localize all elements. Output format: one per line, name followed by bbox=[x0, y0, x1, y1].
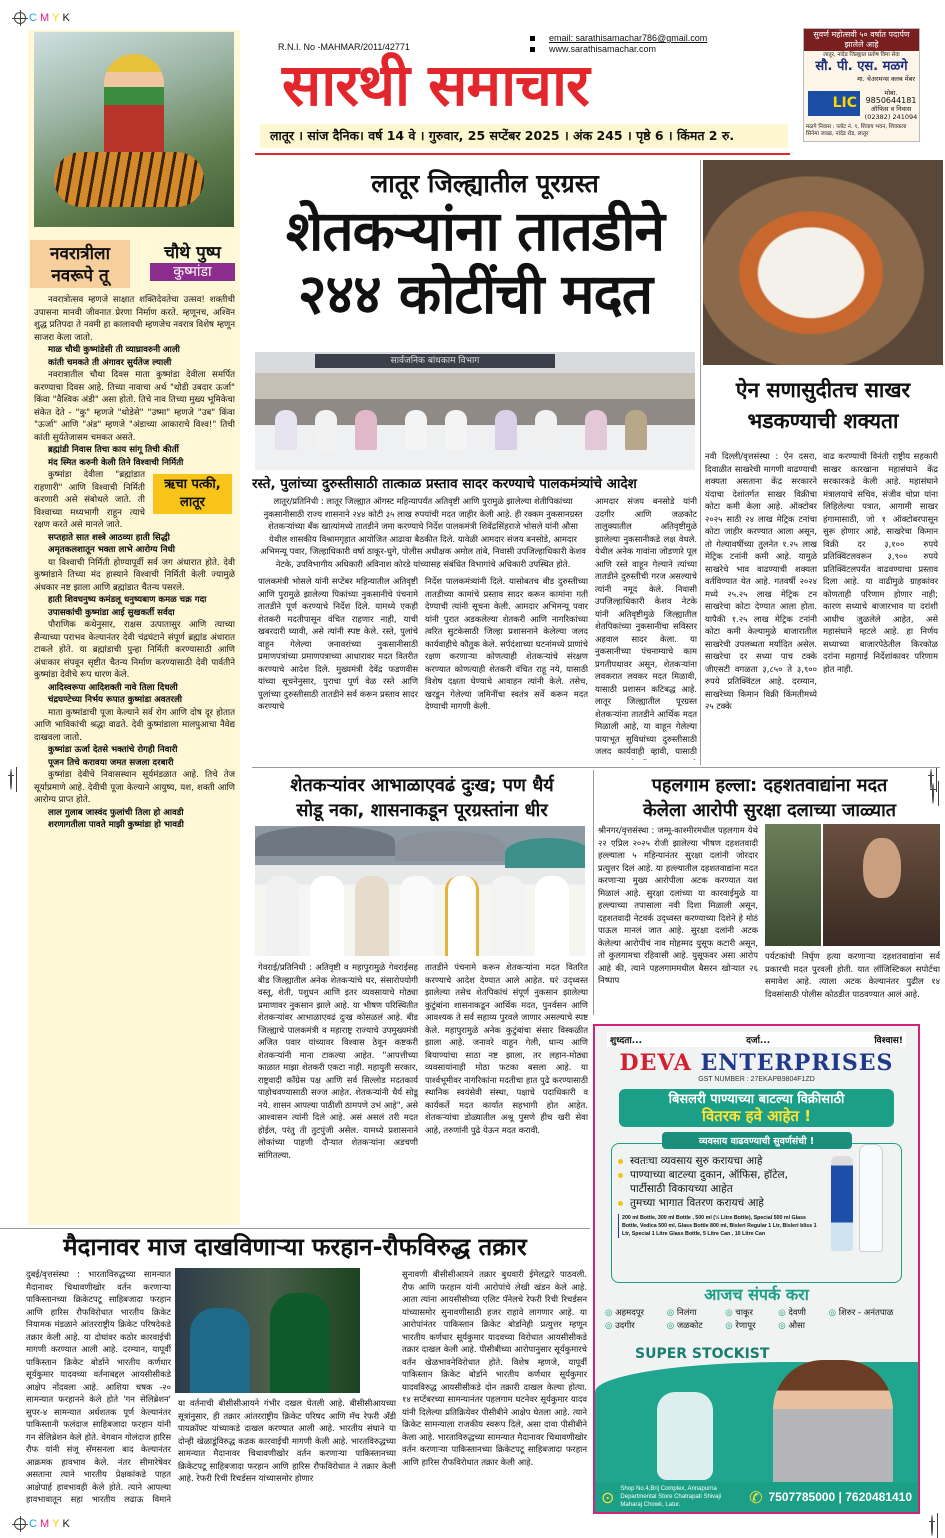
registration-mark-icon bbox=[14, 1518, 26, 1530]
pahalgam-body-col-1: श्रीनगर/वृत्तसंस्था : जम्मू-काश्मीरमधील पहलगाम येथे २२ एप्रिल २०२५ रोजी झालेल्या भीषण दहशतवादी हल्ल्याला ५ महिन्यानंतर सुरक्षा दलांनी जोरदार प्रत्युत्तर दिलं आहे. या हल्ल्यातील दहशतवाद्यांना मदत करणाऱ्या मुख्य आरोपीला अटक करण्यात यश मिळालं आहे. सुरक्षा दलांच्या या कारवाईमुळे या हल्ल्याच्या तपासाला नवी दिशा मिळाली असून, दहशतवादी नेटवर्क उद्ध्वस्त करण्याच्या दिशेने हे मोठं पाऊल मानलं जात आहे. सुरक्षा दलांनी अटक केलेल्या आरोपीचं नाव मोहम्मद युसूफ कटारी असून, तो कुलगामचा रहिवासी आहे. युसूफवर असा आरोप आहे की, त्याने पहलगाममधील बैसरन खोऱ्यात २६ निष्पाप bbox=[598, 825, 758, 985]
verse-line: ब्रह्मांडी निवास तिचा काय सांगू तिची कीर्ती bbox=[48, 445, 179, 455]
column-divider bbox=[593, 770, 594, 1015]
section-divider bbox=[252, 767, 940, 768]
lead-headline: शेतकऱ्यांना तातडीने २४४ कोटींची मदत bbox=[285, 199, 665, 326]
cricket-headline: मैदानावर माज दाखविणाऱ्या फरहान-रौफविरुद्ध तक्रार bbox=[63, 1233, 527, 1261]
rni-number: R.N.I. No -MAHMAR/2011/42771 bbox=[278, 42, 410, 52]
water-jar-icon bbox=[657, 1392, 713, 1480]
paragraph: नवरात्रातील चौथा दिवस माता कुष्मांडा देवीला समर्पित करण्याचा दिवस आहे. तिच्या नावाचा अर्थ "थोडी उबदार ऊर्जा" किंवा "वैश्विक अंडी" असा होतो. तिचे नाव तिच्या मुख्य भूमिकेचा संकेत देते - "कु" म्हणजे "थोडेसे" "उष्मा" म्हणजे "उब" किंवा "ऊर्जा" आणि "अंड" म्हणजे "अंडाच्या आकाराचे विश्व!" तिची कांती सुर्यतेजासम चमकत असते. bbox=[34, 370, 235, 443]
cmyk-marker-bottom: C M Y K bbox=[14, 1518, 70, 1530]
cricket-body-col-2: या वर्तनाची बीसीसीआयने गंभीर दखल घेतली आहे. बीसीसीआयच्या सूत्रांनुसार, ही तक्रार आंतरराष्ट्रीय क्रिकेट परिषद आणि मॅच रेफरी ॲंडी पायक्रॉफ्ट यांच्याकडे दाखल करण्यात आली आहे. भारतीय संघाने या दोन्ही खेळाडूंविरुद्ध कडक कारवाईची मागणी केली आहे. भारतविरुद्धच्या सामन्यात मैदानावर चिथावणीखोर वर्तन करणाऱ्या पाकिस्तानच्या क्रिकेटपटू साहिबजादा फरहान आणि हारिस रौफविरोधात ने तक्रार केली आहे. रेफरी रिची रिचर्डसन यांच्यासमोर होणार bbox=[178, 1398, 396, 1483]
registration-mark-icon bbox=[10, 769, 12, 790]
cricket-body-col-1: दुबई/वृत्तसंस्था : भारताविरुद्धच्या सामन्यात मैदानावर चिथावणीखोर वर्तन करणाऱ्या पाकिस्तानच्या क्रिकेटपटू साहिबजादा फरहान आणि हारिस रौफविरोधात भारतीय क्रिकेट नियामक मंडळाने आंतरराष्ट्रीय क्रिकेट परिषदेकडे तक्रार केली आहे. या दोघांवर कठोर कारवाईची मागणी करण्यात आली आहे. दरम्यान, यापूर्वी पाकिस्तान क्रिकेट बोर्डाने भारतीय कर्णधार सूर्यकुमार यादवच्या वर्तनाबद्दल आयसीसीकडे आक्षेप नोंदवला आहे. आशिया चषक -२० सामन्यात फरहानने केले होते 'गन सेलिब्रेशन' सुपर-४ सामन्यात अर्धशतक पूर्ण केल्यानंतर पाकिस्तानी फलंदाज साहिबजादा फरहान यांनी गन सेलिब्रेशन केले होते. वेगवान गोलंदाज हारिस रौफ यांनी संजू सॅमसनला बाद केल्यानंतर आक्रमक हावभाव केले. नंतर सीमारेषेवर असताना त्याने भारतीय प्रेक्षकांकडे पाहत आक्षेपार्ह हावभावही केले होते. त्याने आपल्या हावभावातून सहा भारतीय लढाऊ विमाने bbox=[26, 1269, 171, 1504]
cricket-body-col-3: सुनावणी बीसीसीआयने तक्रार बुधवारी ईमेलद्वारे पाठवली. रौफ आणि फरहान यांनी आरोपांचे लेखी खंडन केले आहे. आता त्यांना आयसीसीच्या एलिट पॅनेलचे रेफरी रिची रिचर्डसन यांच्यासमोर सुनावणीसाठी हजर राहावे लागणार आहे. या आरोपांनंतर पाकिस्तान क्रिकेट बोर्डानेही प्रत्युत्तर म्हणून भारतीय कर्णधार सूर्यकुमार यादवच्या विरोधात आयसीसीकडे तक्रार दाखल केली आहे. पीसीबीच्या आरोपानुसार सूर्यकुमारचे वर्तन खेळभावनेविरोधात होते. विशेष म्हणजे, यापूर्वी पाकिस्तान क्रिकेट बोर्डाने भारतीय कर्णधार सूर्यकुमार यादवविरुद्ध आयसीसीकडे दोन तक्रारी दाखल केल्या होत्या. १४ सप्टेंबरच्या सामन्यानंतर पहलगाम घटनेवर सूर्यकुमार यादव यांनी दिलेल्या प्रतिक्रियेवर पीसीबीने आक्षेप घेतला आहे. त्याने क्रिकेट सामन्याला राजकीय स्वरूप दिले, असा दावा पीसीबीने केला आहे. भारताविरुद्धच्या सामन्यात मैदानावर चिथावणीखोर वर्तन करणाऱ्या पाकिस्तानच्या क्रिकेटपटू साहिबजादा फरहान आणि हारिस रौफविरोधात तक्रार केली आहे. bbox=[402, 1269, 587, 1467]
navratri-article-body bbox=[34, 294, 235, 1219]
paragraph: पौराणिक कथेनुसार, राक्षस उत्पातासुर आणि त्याच्या सैन्याच्या पराभव केल्यानंतर देवी चंद्रघंटाने संपूर्ण ब्रह्मांड अंधारात टाकले होते. या ब्रह्मांडाची पुन्हा निर्मिती करण्यासाठी आणि अंधःकार संपवून सृष्टीत चैतन्य निर्माण करण्यासाठी देवी पार्वतीने कुष्मांडा देवीचे रूप धारण केले. bbox=[34, 620, 235, 680]
ad-taglines: शुध्दता... दर्जा... विश्वास! bbox=[607, 1032, 906, 1047]
verse-line: पूजन तिचे करावया जमत सजला दरबारी bbox=[48, 757, 174, 768]
verse-line: हाती शिवधनुष्य कमंडलू धनुष्यबाण कमळ चक्र गदा bbox=[48, 595, 207, 605]
website-link[interactable]: www.sarathisamachar.com bbox=[549, 44, 657, 54]
newspaper-title: सारथी समाचार bbox=[282, 51, 589, 119]
super-stockist-label: SUPER STOCKIST bbox=[635, 1346, 770, 1362]
accused-photo-2 bbox=[823, 824, 940, 946]
email-link[interactable]: email: sarathisamachar786@gmail.com bbox=[549, 33, 708, 43]
pahalgam-headline: पहलगाम हल्ला: दहशतवाद्यांना मदत केलेला आरोपी सुरक्षा दलाच्या जाळ्यात bbox=[642, 775, 897, 821]
lic-phone: मोबा. 9850644181 ऑफिस व निवास (02382) 241094 bbox=[864, 89, 918, 121]
paragraph: कुष्मांडा देवीचे निवासस्थान सूर्यमंडळात आहे. तिचे तेज सूर्याप्रमाणे आहे. देवीची पूजा केल्याने आयुष्य, यश, शक्ती आणि आरोग्य प्राप्त होते. bbox=[34, 770, 235, 805]
flood-visit-photo bbox=[255, 826, 585, 956]
beed-body-col-2: तातडीने पंचनामे करून शेतकऱ्यांना मदत वितरित करण्याचे आदेश देण्यात आले आहेत. घरं उद्ध्वस्त झालेल्या तसेच शेतपिकांचं संपूर्ण नुकसान झालेल्या कुटुंबांना शासनाकडून आर्थिक मदत, पुनर्वसन आणि आवश्यक ते सर्व सहाय्य पुरवले जाणार असल्याचे स्पष्ट केले. महापुरामुळे अनेक कुटुंबांचा संसार विस्कळीत झाला आहे. जनावरे वाहून गेली, धान्य आणि बियाण्यांचा साठा नष्ट झाला, तर लहान-मोठ्या व्यवसायांनाही मोठा फटका बसला आहे. या पार्श्वभूमीवर नागरिकांना मदतीचा हात पुढे करण्यासाठी स्थानिक स्वयंसेवी संस्था, पक्षाचे पदाधिकारी व कार्यकर्ते मदत कार्यात सहभागी होत आहेत. शेतकऱ्यांचा डोळ्यातील अश्रू पुसणे हीच खरी सेवा आहे, तरुणांनी पुढे येऊन मदत करावी. bbox=[425, 962, 588, 1135]
section-divider bbox=[0, 1228, 590, 1229]
contact-now-heading: आजच संपर्क करा bbox=[704, 1285, 809, 1304]
opportunity-banner: व्यवसाय वाढवण्याची सुवर्णसंधी ! bbox=[662, 1132, 852, 1149]
sugar-headline: ऐन सणासुदीतच साखर भडकण्याची शक्यता bbox=[735, 378, 911, 433]
location-pin-icon: ⊙ bbox=[601, 1487, 615, 1507]
ad-lower-panel bbox=[595, 1342, 918, 1512]
paragraph: कुष्मांडा देवीला "ब्रह्मांडात राहणारी" आणि विश्वाची निर्मिती करणारी असे संबोधले जाते. ती विश्वाच्या मध्यभागी राहून त्याचे रक्षण करते असे मानले जाते. bbox=[34, 470, 145, 530]
dateline: लातूर । सांज दैनिक। वर्ष 14 वे । गुरुवार, 25 सप्टेंबर 2025 । अंक 245 । पृष्ठे 6 । किंमत 2 रु. bbox=[260, 124, 788, 148]
verse-line: कांती चमकते ती अंगावर सुर्यतेज ल्याली bbox=[48, 357, 172, 368]
goddess-name-badge: कुष्मांडा bbox=[150, 263, 235, 281]
paragraph: नवरात्रोत्सव म्हणजे साक्षात शक्तिदेवतेचा उत्सव! शक्तीची उपासना मानवी जीवनात प्रेरणा निर्माण करते. म्हणूनच, अश्विन शुद्ध प्रतिपदा ते नवमी हा कालावधी म्हणजेच नवरात्र विशेष म्हणून साजरा केला जातो. bbox=[34, 295, 235, 343]
lead-body-col-2: निर्देश पालकमंत्र्यांनी दिले. यासोबतच बीड दुरुस्तीच्या तातडीच्या कामांचे प्रस्ताव सादर करून कामांना गती देण्याची त्यांनी सूचना केली. आमदार अभिमन्यू पवार यांनी पुरात अडकलेल्या शेतकरी आणि नागरिकांच्या त्वरित सुटकेसाठी जिल्हा प्रशासनाने केलेल्या जलद कार्यवाहीचे कौतुक केले. सर्पदंशाच्या घटनांमध्ये प्राणांचे रक्षण करणाऱ्या कोणत्याही शेतकऱ्यांचे संरक्षण करण्यात कोणत्याही शेतकरी वंचित राहू नये, यासाठी विशेष दक्षता घेण्याचे आवाहन त्यांनी केले. तसेच, खरडून गेलेल्या जमिनींचा स्वतंत्र सर्वे करून मदत देण्याची मागणी केली. bbox=[425, 576, 588, 711]
ad-model-image bbox=[773, 1360, 893, 1482]
verse-line: शरणागतीला पावते माझी कुष्मांडा हो भावडी bbox=[48, 820, 184, 830]
registration-mark-icon bbox=[14, 12, 26, 24]
lead-subheadline: रस्ते, पुलांच्या दुरुस्तीसाठी तात्काळ प्रस्ताव सादर करण्याचे पालकमंत्र्यांचे आदेश bbox=[252, 476, 637, 492]
cmyk-marker-top: C M Y K bbox=[14, 12, 70, 24]
paragraph: माता कुष्मांडाची पूजा केल्याने सर्व रोग आणि दोष दूर होतात आणि भाविकांची श्रद्धा वाढते. देवी कुष्मांडाला मालपुआचा नैवेद्य दाखवला जातो. bbox=[34, 707, 235, 743]
deva-enterprises-advertisement: शुध्दता... दर्जा... विश्वास! DEVA ENTERPRISES GST NUMBER : 27EKAPB9804F1ZD बिसलरी पाण्याच्या बाटल्या विक्रीसाठी वितरक हवे आहेत ! व्यवसाय वाढवण्याची सुवर्णसंधी ! स्वतःचा व्यवसाय सुरु करायचा आहे पाण्याच्या बाटल्या दुकान, ऑफिस, हॉटेल, पार्टीसाठी विकायच्या आहेत तुमच्या भागात वितरण करायचं आहे 200 ml Bottle, 300 ml Bottle , 500 ml (½ Litre Bottle), Special 500 ml Glass Bottle, Vedica 500 ml, Glass Bottle 800 ml, Bisleri Regular 1 Ltr, Bisleri bliss 1 Ltr, Special 1 Litre Glass Bottle, 5 Litre Can , 10 Litre Can आजच संपर्क करा ◎ अहमदपूर ◎ निलंगा ◎ चाकूर ◎ देवणी ◎ शिरुर - अनंतपाळ ◎ उदगीर ◎ जळकोट ◎ रेणापूर ◎ औसा SUPER STOCKIST ⊙ Shop No.4,Brij Complex, Annapurna Departmental Store Chatrapati Shivaji Maharaj Chowk, Latur. ✆ 7507785000 | 7620481410 bbox=[593, 1024, 920, 1514]
registration-mark-icon bbox=[931, 1515, 933, 1536]
sugar-body-col-2: वाढ करण्याची विनंती राष्ट्रीय सहकारी साखर कारखाना महासंघाने केंद्र सरकारकडे केली आहे. महासंघाने मंत्रालयाचे सचिव, संजीव चोप्रा यांना लिहिलेल्या पत्रात, आगामी साखर हंगामासाठी, जो १ ऑक्टोबरपासून सुरू होणार आहे, साखरेचा किमान विक्री दर ३,१०० रुपये प्रतिक्विंटलवरून ३,९०० रुपये प्रतिक्विंटलपर्यंत वाढवण्याचा प्रस्ताव दिला आहे. या वाढीमुळे ग्राहकांवर कोणताही परिणाम होणार नाही; कारण सध्याचे बाजारभाव या दरांशी आधीच जुळलेले आहेत, असे महासंघाने म्हटले आहे. हा निर्णय सध्याच्या बाजारपेठेतील किरकोळ दरांना महागाई निर्देशांकावर परिणाम होत नाही. bbox=[823, 451, 938, 674]
verse-line: उपासकांची कुष्मांडा आई सुखकर्ती सर्वदा bbox=[48, 607, 175, 618]
beed-body-col-1: गेवराई/प्रतिनिधी : अतिवृष्टी व महापुरामुळे गेवराईसह बीड जिल्ह्यातील अनेक शेतकऱ्यांचे घर, संसारोपयोगी वस्तू, शेती, पशुधन आणि इतर व्यवसायाचे मोठ्या प्रमाणावर नुकसान झाले आहे. या भीषण परिस्थितीत शेतकऱ्यांवर आभाळाएवढं दुःख कोसळलं आहे. बीड जिल्ह्याचे पालकमंत्री व महाराष्ट्र राज्याचे उपमुख्यमंत्री अजित पवार यांच्यावर विश्वास ठेवून कष्टकरी शेतकऱ्यांनी माना टाकल्या आहेत. "आपत्तीच्या काळात माझा शेतकरी एकटा नाही. महायुती सरकार, राष्ट्रवादी काँग्रेस पक्ष आणि सर्व सिल्लोड मदतकार्य पाहोचवण्यासाठी सज्ज आहेत. शेतकऱ्यांनी धैर्य सोडू नये. शासन आपल्या पाठीशी ठामपणे उभं आहे", असे आश्वासन त्यांनी दिले आहे. असं असलं तरी मदत होईल, परंतु ती तुटपुंजी असेल. यामध्ये प्रशासनाने लोकांच्या पाहणी दौऱ्यात शेतकऱ्यांना अडचणी सांगितल्या. bbox=[258, 962, 418, 1160]
vedica-bottle-icon bbox=[831, 1156, 853, 1251]
glass-bottle-icon bbox=[859, 1144, 883, 1252]
verse-line: लाल गुलाब जास्वंद फुलांची तिला हो आवडी bbox=[48, 807, 184, 818]
sugar-bowl-photo bbox=[703, 160, 943, 365]
paragraph: या विश्वाची निर्मिती होण्यापूर्वी सर्व जग अंधारात होते. देवी कुष्मांडाने तिच्या मंद हास्याने विश्वाची निर्मिती केली ज्यामुळे अंधकार नष्ट झाला आणि ब्रह्मांडात चैतन्य पसरले. bbox=[34, 557, 235, 593]
verse-line: सप्तहाते सात शस्त्रे आठव्या हाती सिद्धी bbox=[48, 532, 170, 543]
column-divider bbox=[700, 160, 701, 765]
navratri-series-title: नवरात्रीला नवरूपे तू bbox=[30, 240, 130, 288]
lead-kicker: लातूर जिल्ह्यातील पूरग्रस्त bbox=[371, 169, 599, 198]
verse-line: चंद्रघण्टेच्या निर्भय रूपात कुष्मांडा अवतरली bbox=[48, 695, 183, 705]
pahalgam-body-col-2: पर्यटकांची निर्घृण हत्या करणाऱ्या दहशतवाद्यांना सर्व प्रकारची मदत पुरवली होती. यात लॉजिस्टिकल सपोर्टचा समावेश आहे. त्याला अटक केल्यानंतर पुढील १४ दिवसांसाठी पोलीस कोठडीत पाठवण्यात आलं आहे. bbox=[765, 951, 940, 999]
lead-intro: लातूर/प्रतिनिधी : लातूर जिल्ह्यात ऑगस्ट महिन्यापर्यंत अतिवृष्टी आणि पुरामुळे झालेल्या शेतीपिकांच्या नुकसानीसाठी राज्य शासनाने २४४ कोटी ३५ लाख रुपयांची मदत जाहीर केली आहे. ही रक्कम नुकसानग्रस्त शेतकऱ्यांच्या बँक खात्यांमध्ये तातडीने जमा करण्याचे निर्देश पालकमंत्री शिवेंद्रसिंहराजे भोसले यांनी औसा येथील शासकीय विश्रामगृहात आयोजित आढावा बैठकीत दिले. यावेळी आमदार संजय बनसोडे, आमदार अभिमन्यू पवार, जिल्हाधिकारी वर्षा ठाकूर-घुगे, पोलीस अधीक्षक अमोल तांबे, निवासी उपजिल्हाधिकारी केशव नेटके, उपविभागीय अधिकारी अविनाश कोरडे यांच्यासह संबंधित विभागांचे अधिकारी उपस्थित होते. bbox=[260, 496, 586, 569]
locations-list: ◎ अहमदपूर ◎ निलंगा ◎ चाकूर ◎ देवणी ◎ शिरुर - अनंतपाळ ◎ उदगीर ◎ जळकोट ◎ रेणापूर ◎ औसा bbox=[595, 1305, 918, 1333]
bullet-icon bbox=[530, 36, 535, 41]
review-meeting-photo: सार्वजनिक बांधकाम विभाग bbox=[255, 352, 695, 470]
benefits-box: स्वतःचा व्यवसाय सुरु करायचा आहे पाण्याच्या बाटल्या दुकान, ऑफिस, हॉटेल, पार्टीसाठी विकायच्या आहेत तुमच्या भागात वितरण करायचं आहे 200 ml Bottle, 300 ml Bottle , 500 ml (½ Litre Bottle), Special 500 ml Glass Bottle, Vedica 500 ml, Glass Bottle 800 ml, Bisleri Regular 1 Ltr, Bisleri bliss 1 Ltr, Special 1 Litre Glass Bottle, 5 Litre Can , 10 Litre Can bbox=[611, 1143, 902, 1283]
verse-line: मंद स्मित करुनी केली तिने विश्वाची निर्मिती bbox=[48, 457, 184, 468]
lead-body-col-3: आमदार संजय बनसोडे यांनी उदगीर आणि जळकोट तालुक्यातील अतिवृष्टीमुळे झालेल्या नुकसानीकडे लक्ष वेधले. येथील अनेक गावांना जोडणारे पूल आणि रस्ते वाहून गेल्याने त्यांच्या तातडीने दुरुस्तीची गरज असल्याचे त्यांनी नमूद केले. निवासी उपजिल्हाधिकारी केशव नेटके यांनी अतिवृष्टीमुळे जिल्ह्यातील शेतपिकांच्या नुकसानीचा सविस्तर अहवाल सादर केला. या नुकसानीच्या पंचनाम्याचे काम प्रगतीपथावर असून, शेतकऱ्यांना लवकरात लवकर मदत मिळावी, यासाठी प्रशासन कटिबद्ध आहे. लातूर जिल्ह्यातील पूरग्रस्त शेतकऱ्यांना तातडीने आर्थिक मदत मिळाली आहे, या वाहून गेलेल्या पायाभूत सुविधांच्या दुरुस्तीसाठी जलद कार्यवाही व्हावी, यासाठी bbox=[595, 496, 697, 756]
flower-number: चौथे पुष्प bbox=[164, 243, 221, 263]
beed-headline: शेतकऱ्यांवर आभाळाएवढं दुःख; पण धैर्य सोडू नका, शासनाकडून पूरग्रस्तांना धीर bbox=[290, 775, 554, 821]
sugar-body-col-1: नवी दिल्ली/वृत्तसंस्था : ऐन दसरा, दिवाळीत साखरेची मागणी वाढण्याची शक्यता असताना केंद्र सरकारने यंदाचा देशांतर्गत साखर विक्रीचा कोटा कमी केला आहे. ऑक्टोबर २०२५ साठी २४ लाख मेट्रिक टनांचा कोटा जाहीर करण्यात आला असून, तो गेल्यावर्षीच्या तुलनेत १.२५ लाख मेट्रिक टनांनी कमी आहे. यामुळे साखरेचे भाव वाढण्याची शक्यता वर्तविण्यात येत आहे. गतवर्षी २०२४ मध्ये २५.२५ लाख मेट्रिक टन साखरेचा कोटा देण्यात आला होता. यापैकी १.२५ लाख मेट्रिक टनांनी कोटा कमी केल्यामुळे बाजारातील साखरेची उपलब्धता मर्यादित असेल. साखरेचा दर सध्या पाच टक्के जीएसटी वगळता ३,८५० ते ३,९०० रुपये प्रतिक्विंटल आहे. दरम्यान, साखरेच्या किमान विक्री किंमतीमध्ये २५ टक्के bbox=[705, 451, 817, 711]
verse-line: आदिस्वरूपा आदिशक्ती नावे तिला दिधली bbox=[48, 682, 178, 693]
lic-logo-icon: LIC bbox=[808, 91, 860, 116]
verse-line: कुष्मांडा ऊर्जा देतसे भक्तांचे रोगही निवारी bbox=[48, 745, 178, 755]
distributor-offer: बिसलरी पाण्याच्या बाटल्या विक्रीसाठी वितरक हवे आहेत ! bbox=[619, 1089, 894, 1127]
verse-line: अमृतकलशातून भक्ता लाभे आरोग्य निधी bbox=[48, 545, 176, 555]
lic-advertisement: सुवर्ण महोत्सवी ५० वर्षात पदार्पण झालेले आहे लातूर, नांदेड जिल्ह्यात प्रतोष विमा सेवा सौ. पी. एस. मळगे मा. चेअरमन्स क्लब मेंबर LIC मोबा. 9850644181 ऑफिस व निवास (02382) 241094 मळगे निवास : प्लॉट नं. ९, शिवाय भवन, शिवकला सिनेमा जवळ, नांदेड रोड, लातूर bbox=[803, 28, 920, 142]
cricketers-photo bbox=[175, 1268, 360, 1393]
lead-body-col-1: पालकमंत्री भोसले यांनी सप्टेंबर महिन्यातील अतिवृष्टी आणि पुरामुळे झालेल्या पिकांच्या नुकसानीचे पंचनामे तातडीने पूर्ण करण्याचे निर्देश दिले. यामध्ये एकही शेतकरी मदतीपासून वंचित राहणार नाही, याची खबरदारी घ्यावी, असे त्यांनी स्पष्ट केले. रस्ते, पुलांचे वाहून गेलेल्या जनावरांच्या नुकसानीसाठी प्रमाणपत्रांच्या प्रमाणपत्राच्या आधारावर मदत वितरीत करण्याचे आदेश दिले. मुख्यमंत्री देवेंद्र फडणवीस यांच्या सूचनेनुसार, पुराचा पूर्ण वेळ रस्ते आणि पुलांच्या दुरुस्तीसाठी तातडीने सर्व करून प्रस्ताव सादर करण्याचे bbox=[258, 576, 418, 711]
accused-photo-1 bbox=[765, 824, 821, 946]
goddess-kushmanda-image bbox=[34, 32, 234, 227]
verse-line: माळ चौथी कुष्मांडेसी ती व्याघ्रावरुनी आली bbox=[48, 345, 180, 355]
ad-footer: ⊙ Shop No.4,Brij Complex, Annapurna Departmental Store Chatrapati Shivaji Maharaj Chowk, Latur. ✆ 7507785000 | 7620481410 bbox=[595, 1482, 918, 1512]
ad-brand-name: DEVA ENTERPRISES bbox=[619, 1050, 894, 1076]
author-byline: ऋचा पत्की, लातूर bbox=[153, 474, 232, 514]
phone-icon: ✆ bbox=[749, 1487, 763, 1507]
masthead-rule bbox=[255, 153, 790, 155]
